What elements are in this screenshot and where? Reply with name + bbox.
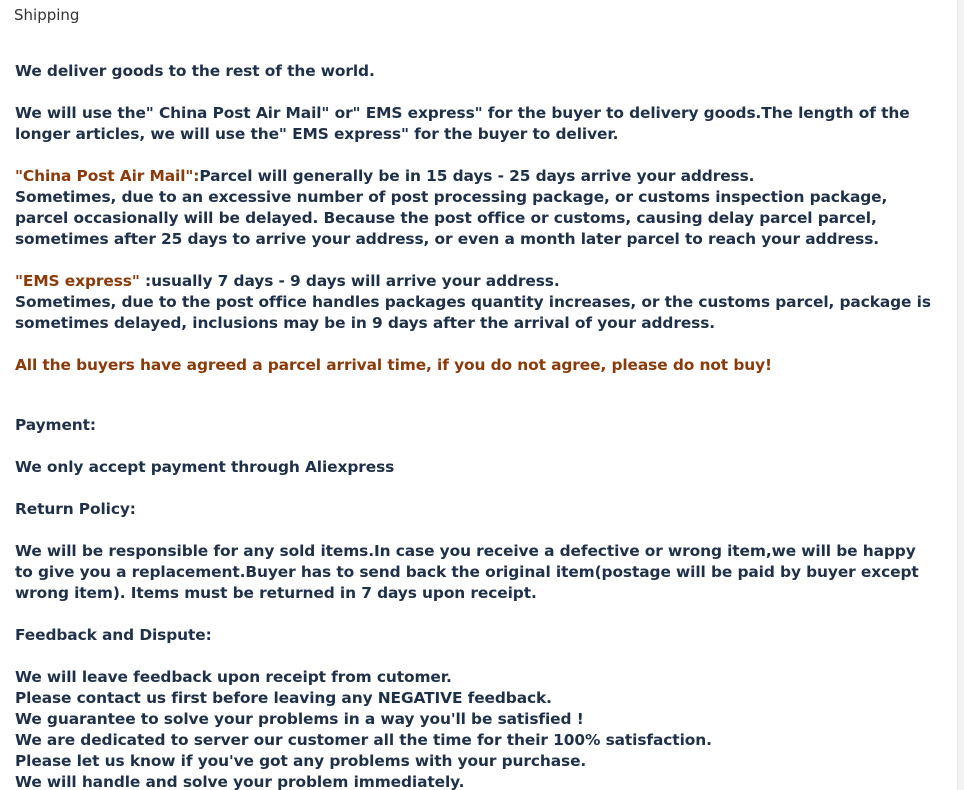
section-heading: Shipping — [14, 6, 80, 24]
spacer — [15, 397, 935, 415]
feedback-line: We are dedicated to server our customer all the time for their 100% satisfaction. — [15, 731, 712, 749]
feedback-title: Feedback and Dispute: — [15, 626, 212, 644]
shipping-methods: We will use the" China Post Air Mail" or" EMS express" for the buyer to delivery goods.The length of the longer articles, we will use the" EMS express" for the buyer to deliver. — [15, 104, 910, 143]
ems-block — [15, 271, 935, 334]
feedback-line: We will leave feedback upon receipt from cutomer. — [15, 668, 452, 686]
china-post-time: Parcel will generally be in 15 days - 25 days arrive your address. — [199, 167, 755, 185]
feedback-line: Please contact us first before leaving any NEGATIVE feedback. — [15, 689, 552, 707]
ems-label: "EMS express" — [15, 272, 140, 290]
scrollbar-track[interactable] — [957, 0, 964, 790]
feedback-line: We guarantee to solve your problems in a way you'll be satisfied ! — [15, 710, 584, 728]
feedback-line: Please let us know if you've got any problems with your purchase. — [15, 752, 587, 770]
china-post-note: Sometimes, due to an excessive number of post processing package, or customs inspection package, parcel occasionally will be delayed. Because the post office or customs, causing delay parcel parcel, sometimes after 25 days to arrive your address, or even a month later parcel to reach your address. — [15, 188, 888, 248]
payment-title: Payment: — [15, 416, 96, 434]
return-policy-text: We will be responsible for any sold items.In case you receive a defective or wrong item,we will be happy to give you a replacement.Buyer has to send back the original item(postage will be paid by buyer except wrong item). Items must be returned in 7 days upon receipt. — [15, 542, 919, 602]
ems-note: Sometimes, due to the post office handles packages quantity increases, or the customs parcel, package is sometimes delayed, inclusions may be in 9 days after the arrival of your address. — [15, 293, 931, 332]
china-post-label: "China Post Air Mail": — [15, 167, 200, 185]
policy-content — [15, 61, 935, 790]
china-post-block — [15, 166, 935, 250]
feedback-line: We will handle and solve your problem immediately. — [15, 773, 465, 790]
shipping-warning: All the buyers have agreed a parcel arrival time, if you do not agree, please do not buy! — [15, 356, 772, 374]
feedback-list — [15, 667, 935, 790]
payment-text: We only accept payment through Aliexpress — [15, 458, 395, 476]
shipping-intro: We deliver goods to the rest of the world. — [15, 62, 375, 80]
ems-time: :usually 7 days - 9 days will arrive your address. — [139, 272, 560, 290]
return-policy-title: Return Policy: — [15, 500, 136, 518]
